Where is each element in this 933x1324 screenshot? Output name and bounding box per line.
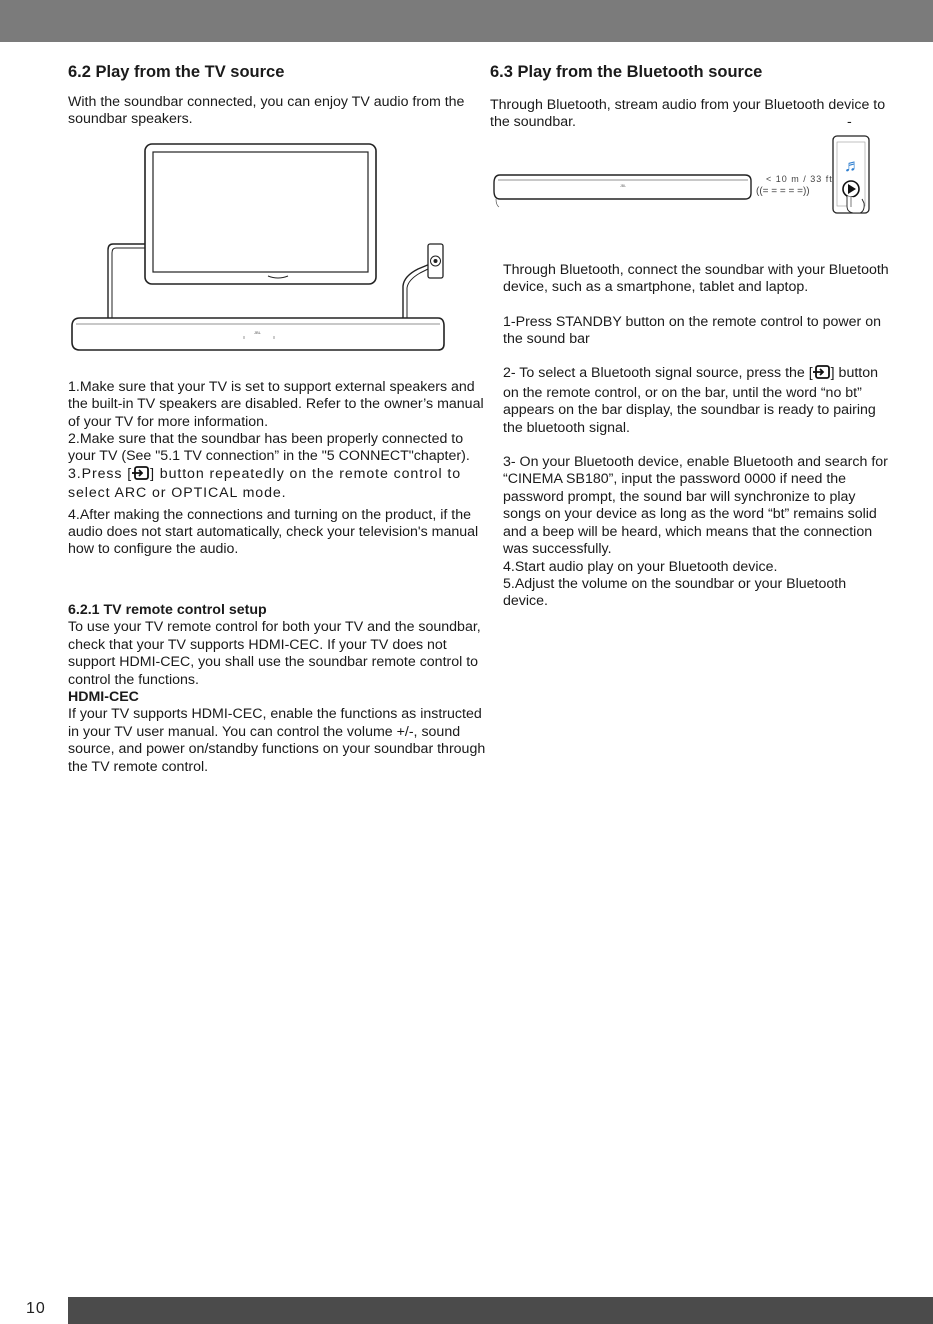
svg-text:JBL: JBL bbox=[254, 329, 261, 335]
tv-step-3: 3.Press [ ] button repeatedly on the remote control to select ARC or OPTICAL mode. bbox=[68, 465, 462, 502]
tv-intro: With the soundbar connected, you can enjoy TV audio from the soundbar speakers. bbox=[68, 94, 465, 128]
svg-text:♬: ♬ bbox=[844, 155, 861, 175]
bt-step-4: 4.Start audio play on your Bluetooth device. bbox=[503, 558, 778, 575]
tv-step-1: 1.Make sure that your TV is set to support external speakers and the built-in TV speakers are disabled. Refer to the owner’s manual of your TV for more information. bbox=[68, 378, 484, 430]
music-note-icon bbox=[844, 156, 861, 175]
hdmi-cec-text-2: source, and power on/standby functions on your soundbar through the TV remote control. bbox=[68, 741, 486, 775]
svg-text:JBL: JBL bbox=[620, 183, 627, 188]
tv-soundbar-illustration bbox=[68, 134, 448, 374]
tv-step-4: 4.After making the connections and turning on the product, if the audio does not start automatically, check your television's manual how to configure the audio. bbox=[68, 506, 479, 558]
bluetooth-illustration bbox=[490, 133, 890, 233]
remote-setup-text: To use your TV remote control for both your TV and the soundbar, check that your TV supports HDMI-CEC. If your TV does not support HDMI-CEC, you shall use the soundbar remote control to control the functions. bbox=[68, 619, 481, 688]
bt-step-3: 3- On your Bluetooth device, enable Bluetooth and search for “CINEMA SB180”, input the password 0000 if need the password prompt, the sound bar will synchronize to play songs on your device as long as the word “bt” remains solid and a beep will be heard, which means that the connection was successfully. bbox=[503, 454, 888, 558]
bt-step-1: 1-Press STANDBY button on the remote control to power on the sound bar bbox=[503, 313, 881, 348]
stray-dash: - bbox=[847, 114, 852, 130]
source-input-icon bbox=[813, 365, 831, 384]
section-heading-tv: 6.2 Play from the TV source bbox=[68, 63, 285, 81]
page-number: 10 bbox=[26, 1300, 46, 1317]
bluetooth-source-section bbox=[490, 62, 890, 611]
bt-connect-text: Through Bluetooth, connect the soundbar with your Bluetooth device, such as a smartphone, tablet and laptop. bbox=[503, 261, 889, 296]
svg-text:((= = = = =)): ((= = = = =)) bbox=[756, 185, 810, 197]
hdmi-cec-heading: HDMI-CEC bbox=[68, 688, 139, 705]
play-icon bbox=[843, 181, 859, 197]
section-heading-bluetooth: 6.3 Play from the Bluetooth source bbox=[490, 63, 763, 81]
svg-text:< 10 m / 33 ft: < 10 m / 33 ft bbox=[766, 173, 833, 184]
footer-bar bbox=[68, 1297, 933, 1324]
subsection-heading-remote: 6.2.1 TV remote control setup bbox=[68, 601, 267, 618]
bt-step-2: 2- To select a Bluetooth signal source, press the [ ] button on the remote control, or on the bar, until the word “no bt” appears on the bar display, the soundbar is ready to pairing the bluetooth signal. bbox=[503, 365, 879, 436]
bt-intro: Through Bluetooth, stream audio from your Bluetooth device to the soundbar. - bbox=[490, 97, 886, 131]
tv-step-2: 2.Make sure that the soundbar has been properly connected to your TV (See "5.1 TV connection” in the "5 CONNECT"chapter). bbox=[68, 431, 470, 465]
source-input-icon bbox=[132, 466, 150, 485]
bt-step-5: 5.Adjust the volume on the soundbar or your Bluetooth device. bbox=[503, 575, 847, 610]
tv-source-section bbox=[68, 62, 488, 776]
header-bar bbox=[0, 0, 933, 42]
hdmi-cec-text-1: If your TV supports HDMI-CEC, enable the functions as instructed in your TV user manual. You can control the volume +/-, sound bbox=[68, 706, 482, 740]
wall-plug-icon bbox=[428, 244, 443, 278]
